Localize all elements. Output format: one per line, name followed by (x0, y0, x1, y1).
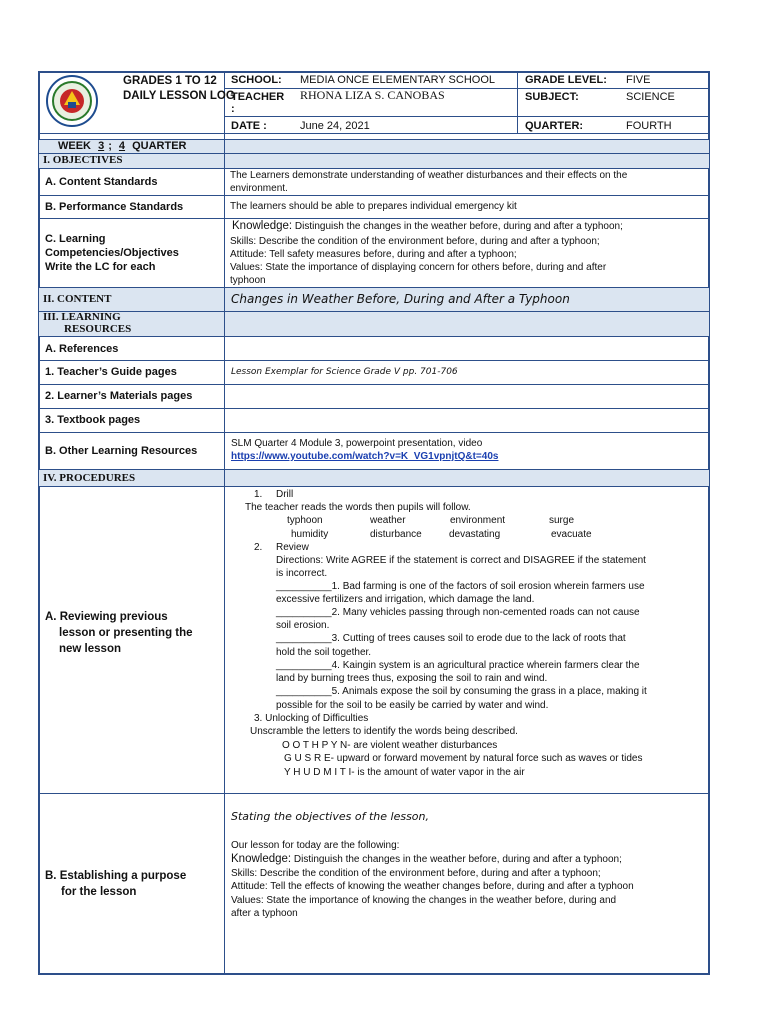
lm-label: 2. Learner’s Materials pages (45, 390, 193, 402)
scramble-2: G U S R E- upward or forward movement by natural force such as waves or tides (284, 753, 643, 764)
word-environment: environment (450, 515, 506, 526)
video-link[interactable]: https://www.youtube.com/watch?v=K_VG1vpnjtQ&t=40s (231, 451, 499, 462)
review-item-5a: __________5. Animals expose the soil by consuming the grass in a place, making it (276, 686, 647, 697)
performance-value: The learners should be able to prepares individual emergency kit (230, 201, 517, 212)
other-resources-label: B. Other Learning Resources (45, 445, 198, 457)
word-evacuate: evacuate (551, 529, 592, 540)
teacher-label: TEACHER (231, 91, 285, 103)
word-weather: weather (370, 515, 406, 526)
drill-num: 1. (254, 489, 263, 500)
review-item-3a: __________3. Cutting of trees causes soil to erode due to the lack of roots that (276, 633, 626, 644)
resources-band (39, 311, 709, 336)
word-devastating: devastating (449, 529, 501, 540)
review-item-1b: excessive fertilizers and irrigation, which damage the land. (276, 594, 535, 605)
subject-label: SUBJECT: (525, 91, 579, 103)
unscramble-intro: Unscramble the letters to identify the words being described. (250, 726, 518, 737)
tb-label: 3. Textbook pages (45, 414, 141, 426)
comp-values-2: typhoon (230, 275, 266, 286)
reviewing-label (45, 609, 193, 657)
subject-value: SCIENCE (626, 91, 675, 103)
word-humidity: humidity (291, 529, 329, 540)
resources-heading-2: RESOURCES (64, 323, 132, 335)
teacher-colon: : (231, 103, 235, 115)
comp-attitude: Attitude: Tell safety measures before, during and after a typhoon; (230, 249, 517, 260)
school-value: MEDIA ONCE ELEMENTARY SCHOOL (300, 74, 495, 86)
purpose-values-2: after a typhoon (231, 908, 298, 919)
competencies-label-3: Write the LC for each (45, 261, 156, 273)
comp-knowledge (232, 220, 623, 233)
review-title: Review (276, 542, 309, 553)
week-sep: ; (108, 140, 112, 152)
competencies-label-1: C. Learning (45, 233, 106, 245)
content-value: Changes in Weather Before, During and After a Typhoon (231, 292, 570, 306)
review-num: 2. (254, 542, 263, 553)
date-label: DATE : (231, 120, 267, 132)
objectives-heading: I. OBJECTIVES (43, 154, 123, 166)
reviewing-label-3: new lesson (59, 643, 121, 655)
comp-knowledge-text: Distinguish the changes in the weather before, during and after a typhoon; (292, 221, 623, 232)
review-item-2a: __________2. Many vehicles passing through non-cemented roads can not cause (276, 607, 640, 618)
directions-1: Directions: Write AGREE if the statement is correct and DISAGREE if the statement (276, 555, 646, 566)
grade-label: GRADE LEVEL: (525, 74, 607, 86)
week-line (58, 140, 187, 152)
teacher-value: RHONA LIZA S. CANOBAS (300, 88, 445, 102)
purpose-label-2: for the lesson (61, 886, 137, 898)
references-label: A. References (45, 343, 119, 355)
review-item-4a: __________4. Kaingin system is an agricultural practice wherein farmers clear the (276, 660, 640, 671)
week-suffix: QUARTER (132, 140, 187, 152)
purpose-intro: Our lesson for today are the following: (231, 840, 400, 851)
word-surge: surge (549, 515, 575, 526)
procedures-heading: IV. PROCEDURES (43, 472, 136, 484)
content-standards-label: A. Content Standards (45, 176, 158, 188)
other-resources-value: SLM Quarter 4 Module 3, powerpoint presentation, video (231, 438, 483, 449)
review-item-5b: possible for the soil to be easily be carried by water and wind. (276, 700, 549, 711)
purpose-label (45, 868, 186, 900)
drill-intro: The teacher reads the words then pupils will follow. (245, 502, 471, 513)
school-label: SCHOOL: (231, 74, 282, 86)
drill-title: Drill (276, 489, 294, 500)
scramble-3: Y H U D M I T I- is the amount of water vapor in the air (284, 767, 525, 778)
tg-label: 1. Teacher’s Guide pages (45, 366, 177, 378)
purpose-knowledge-head: Knowledge: (231, 853, 292, 865)
comp-values-1: Values: State the importance of displaying concern for others before, during and after (230, 262, 607, 273)
content-standards-line2: environment. (230, 183, 288, 194)
purpose-skills: Skills: Describe the condition of the environment before, during and after a typhoon; (231, 868, 601, 879)
content-heading: II. CONTENT (43, 293, 112, 305)
quarter-value: FOURTH (626, 120, 672, 132)
reviewing-label-2: lesson or presenting the (59, 627, 193, 639)
scramble-1: O O T H P Y N- are violent weather disturbances (282, 740, 498, 751)
word-disturbance: disturbance (370, 529, 422, 540)
procedures-band (39, 469, 709, 486)
purpose-stating: Stating the objectives of the lesson, (231, 810, 429, 823)
title-line2: DAILY LESSON LOG (123, 90, 235, 102)
school-seal (46, 75, 98, 127)
comp-knowledge-head: Knowledge: (232, 220, 293, 232)
word-typhoon: typhoon (287, 515, 323, 526)
purpose-attitude: Attitude: Tell the effects of knowing the weather changes before, during and after a typhoon (231, 881, 634, 892)
review-item-1a: __________1. Bad farming is one of the factors of soil erosion wherein farmers use (276, 581, 645, 592)
title-line1: GRADES 1 TO 12 (123, 75, 217, 87)
purpose-label-1: B. Establishing a purpose (45, 870, 187, 882)
competencies-label-2: Competencies/Objectives (45, 247, 179, 259)
purpose-values-1: Values: State the importance of knowing the changes in the weather before, during and (231, 895, 617, 906)
directions-2: is incorrect. (276, 568, 328, 579)
performance-label: B. Performance Standards (45, 201, 184, 213)
unlocking-title: 3. Unlocking of Difficulties (254, 713, 369, 724)
review-item-4b: land by burning trees thus, exposing the soil to rain and wind. (276, 673, 548, 684)
content-standards-line1: The Learners demonstrate understanding of weather disturbances and their effects on the (230, 170, 628, 181)
date-value: June 24, 2021 (300, 120, 370, 132)
reviewing-label-1: A. Reviewing previous (45, 611, 168, 623)
week-a: 3 (98, 140, 105, 152)
resources-heading-1: III. LEARNING (43, 311, 121, 323)
week-b: 4 (118, 140, 126, 152)
week-prefix: WEEK (58, 140, 91, 152)
grade-value: FIVE (626, 74, 651, 86)
comp-skills: Skills: Describe the condition of the environment before, during and after a typhoon; (230, 236, 600, 247)
purpose-knowledge-text: Distinguish the changes in the weather before, during and after a typhoon; (291, 854, 622, 865)
review-item-2b: soil erosion. (276, 620, 330, 631)
purpose-knowledge (231, 853, 622, 866)
tg-value: Lesson Exemplar for Science Grade V pp. 701-706 (231, 367, 458, 377)
quarter-label: QUARTER: (525, 120, 584, 132)
review-item-3b: hold the soil together. (276, 647, 372, 658)
